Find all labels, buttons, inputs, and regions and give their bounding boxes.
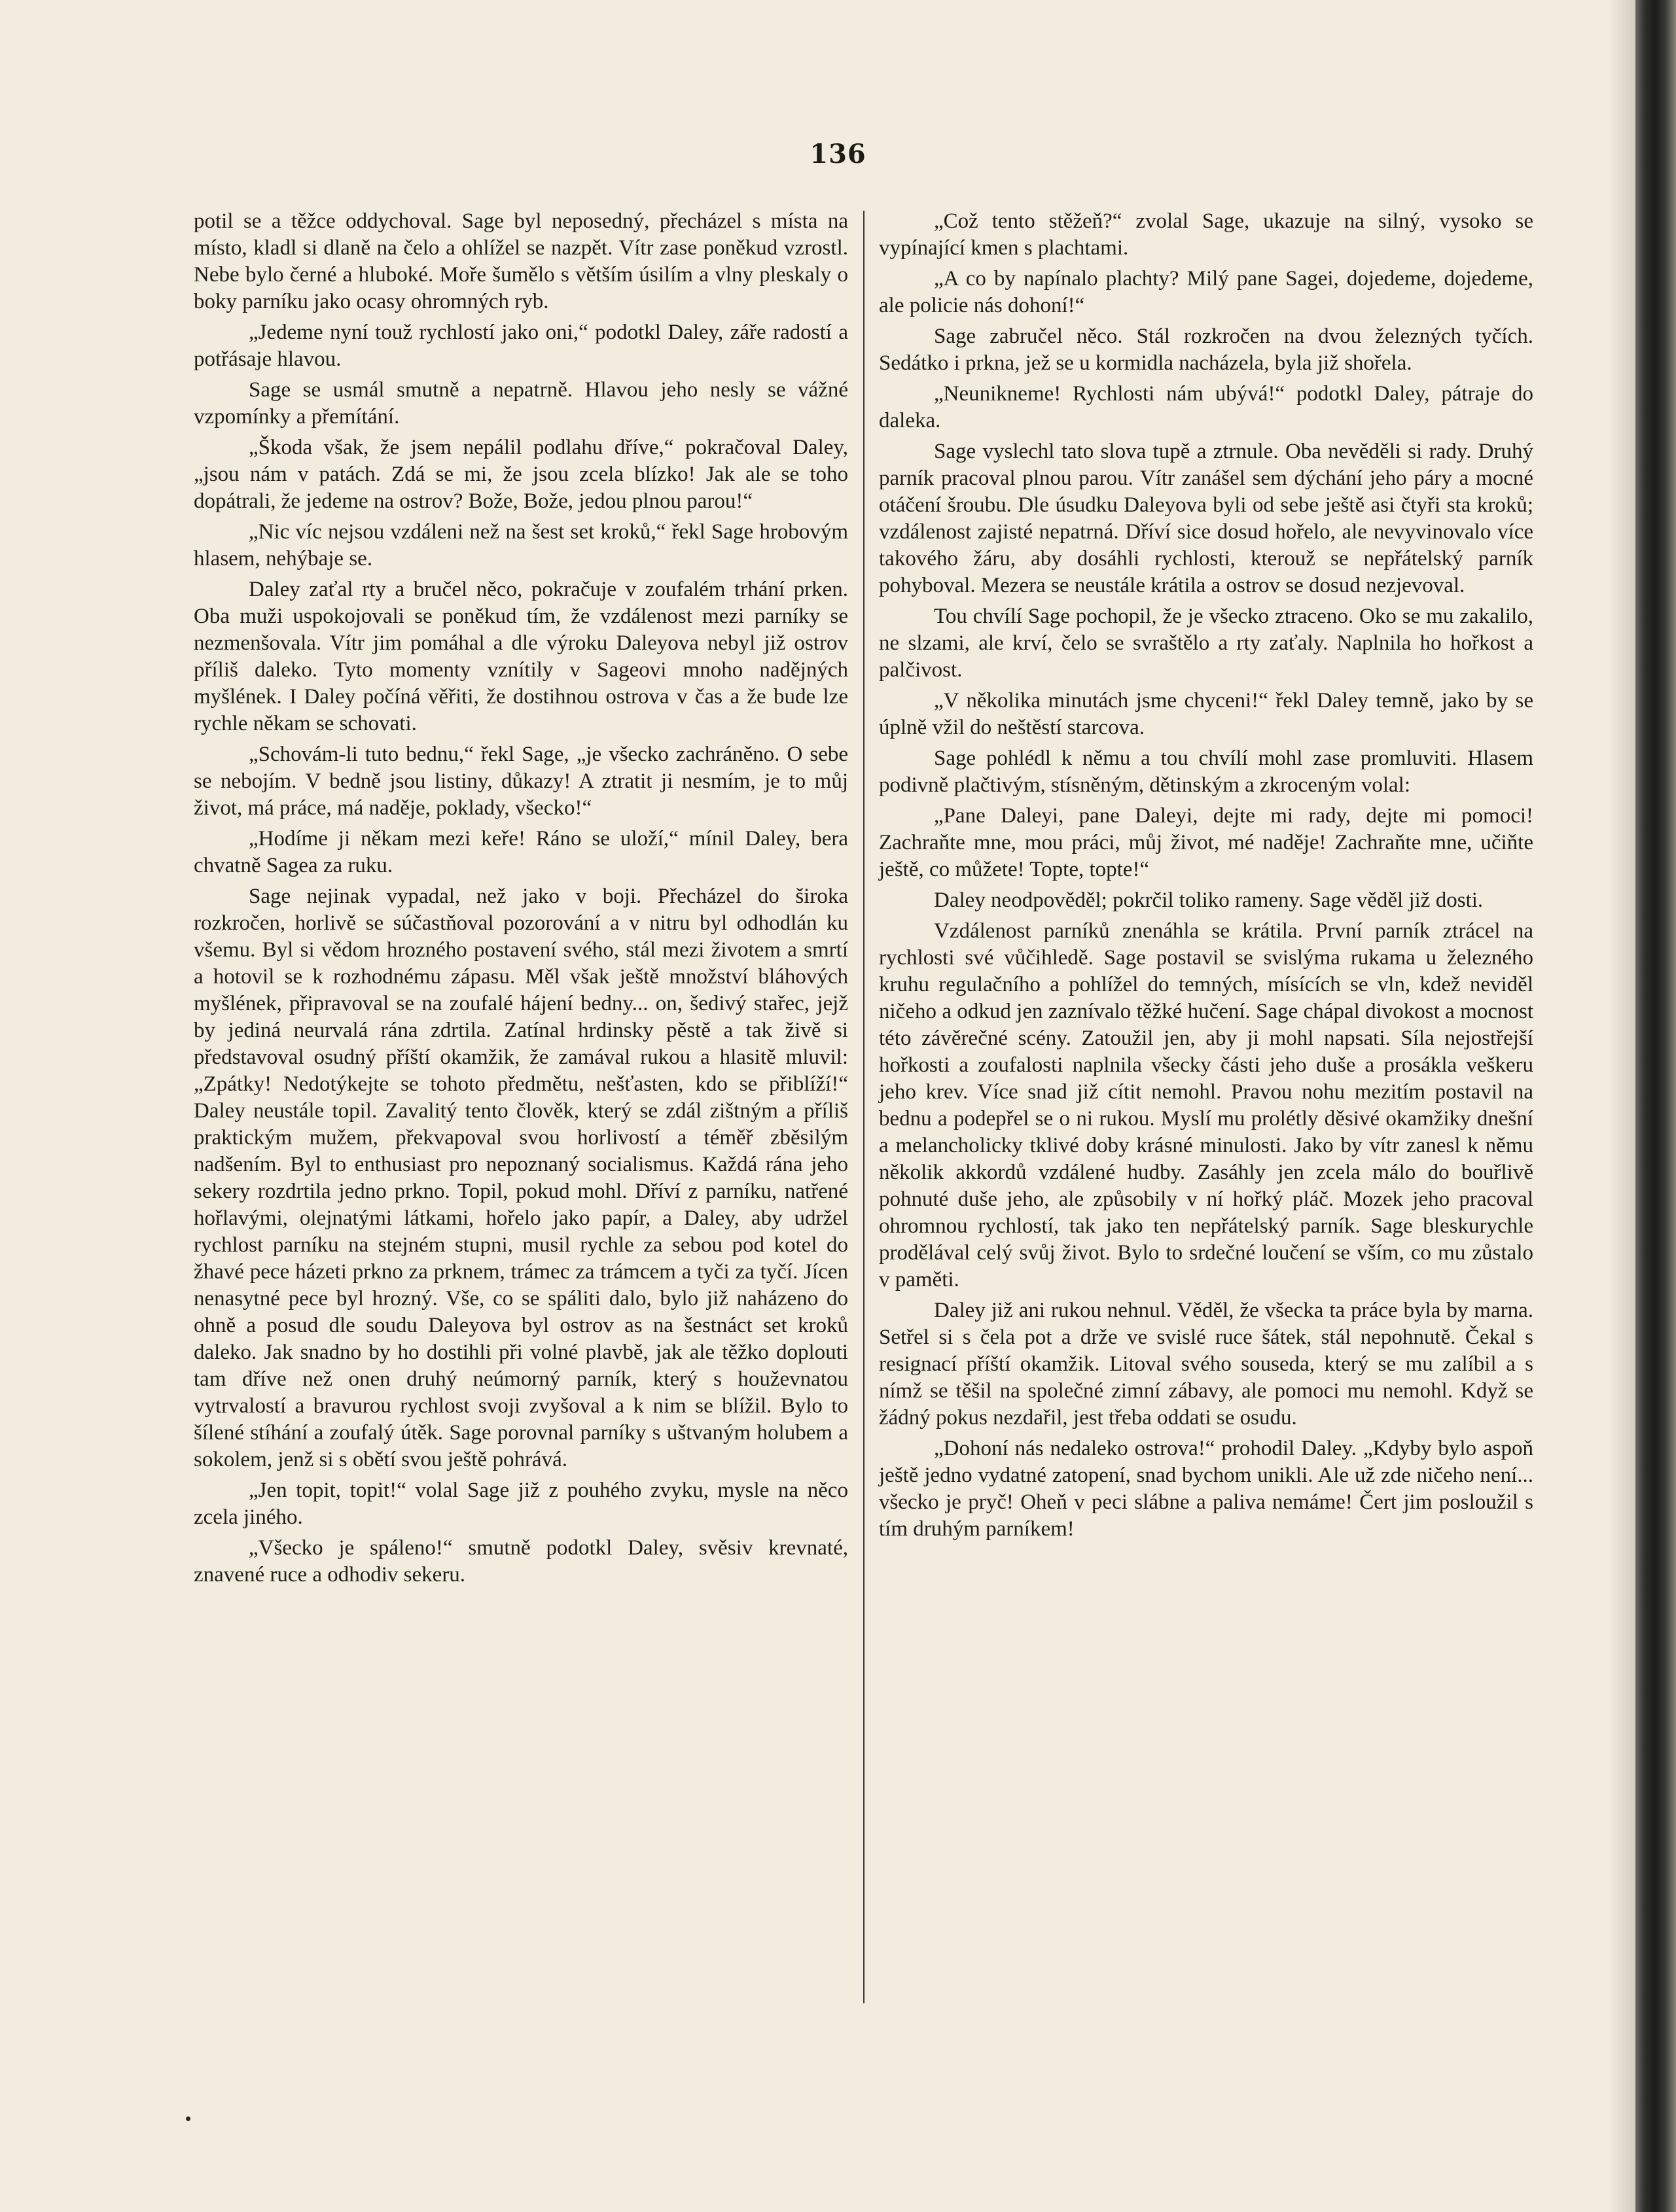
right-paragraph-1: „Což tento stěžeň?“ zvolal Sage, ukazuje na silný, vysoko se vypínající kmen s plachtami. [879,209,1533,260]
left-column [194,208,848,1592]
right-paragraph-9: „Pane Daleyi, pane Daleyi, dejte mi rady, dejte mi pomoci! Zachraňte mne, mou práci, můj život, mé naděje! Zachraňte mne, učiňte ještě, co můžete! Topte, topte!“ [879,804,1533,881]
left-paragraph-10: „Jen topit, topit!“ volal Sage již z pouhého zvyku, mysle na něco zcela jiného. [194,1479,848,1529]
left-paragraph-4: „Škoda však, že jsem nepálil podlahu dříve,“ pokračoval Daley, „jsou nám v patách. Zdá se mi, že jsou zcela blízko! Jak ale se toho dopátrali, že jedeme na ostrov? Bože, Bože, jedou plnou parou!“ [194,436,848,513]
right-paragraph-2: „A co by napínalo plachty? Milý pane Sagei, dojedeme, dojedeme, ale policie nás dohoní!“ [879,267,1533,317]
right-paragraph-11: Vzdálenost parníků znenáhla se krátila. První parník ztrácel na rychlosti své vůčihledě. Sage postavil se svislýma rukama u železného kruhu regulačního a pohlížel do temných, mísících se vln, kdež neviděl ničeho a odkud jen zaznívalo těžké hučení. Sage chápal divokost a mocnost této závěrečné scény. Zatoužil jen, aby ji mohl napsati. Síla nejostřejší hořkosti a zoufalosti naplnila všecky části jeho duše a prosákla veškeru jeho krev. Více snad již cítit nemohl. Pravou nohu mezitím postavil na bednu a podepřel se o ni rukou. Myslí mu prolétly děsivé okamžiky dnešní a melancholicky tklivé doby krásné minulosti. Jako by vítr zanesl k němu několik akkordů vzdálené hudby. Zasáhly jen zcela málo do bouřlivě pohnuté duše jeho, ale způsobily v ní hořký pláč. Mozek jeho pracoval ohromnou rychlostí, tak jako ten nepřátelský parník. Sage bleskurychle prodělával celý svůj život. Bylo to srdečné loučení se vším, co mu zůstalo v paměti. [879,919,1533,1291]
left-paragraph-2: „Jedeme nyní touž rychlostí jako oni,“ podotkl Daley, záře radostí a potřásaje hlavou. [194,321,848,371]
left-paragraph-6: Daley zaťal rty a bručel něco, pokračuje v zoufalém trhání prken. Oba muži uspokojovali se poněkud tím, že vzdálenost mezi parníky se nezmenšovala. Vítr jim pomáhal a dle výroku Daleyova nebyl již ostrov příliš daleko. Tyto momenty vznítily v Sageovi mnoho nadějných myšlének. I Daley počíná věřiti, že dostihnou ostrova v čas a že bude lze rychle někam se schovati. [194,578,848,735]
left-paragraph-5: „Nic víc nejsou vzdáleni než na šest set kroků,“ řekl Sage hrobovým hlasem, nehýbaje se. [194,520,848,571]
right-paragraph-4: „Neunikneme! Rychlosti nám ubývá!“ podotkl Daley, pátraje do daleka. [879,382,1533,432]
ink-speck [186,2116,190,2121]
left-paragraph-3: Sage se usmál smutně a nepatrně. Hlavou jeho nesly se vážné vzpomínky a přemítání. [194,378,848,429]
right-paragraph-12: Daley již ani rukou nehnul. Věděl, že všecka ta práce byla by marna. Setřel si s čela pot a drže ve svislé ruce šátek, stál nepohnutě. Čekal s resignací příští okamžik. Litoval svého souseda, který se mu zalíbil a s nímž se těšil na společné zimní zábavy, ale pomoci mu nemohl. Když se žádný pokus nezdařil, jest třeba oddati se osudu. [879,1299,1533,1430]
left-paragraph-7: „Schovám-li tuto bednu,“ řekl Sage, „je všecko zachráněno. O sebe se nebojím. V bedně jsou listiny, důkazy! A ztratit ji nesmím, je to můj život, má práce, má naděje, poklady, všecko!“ [194,743,848,820]
column-divider [863,211,865,2003]
right-paragraph-6: Tou chvílí Sage pochopil, že je všecko ztraceno. Oko se mu zakalilo, ne slzami, ale krví, čelo se svraštělo a rty zaťaly. Naplnila ho hořkost a palčivost. [879,605,1533,682]
right-paragraph-13: „Dohoní nás nedaleko ostrova!“ prohodil Daley. „Kdyby bylo aspoň ještě jedno vydatné zatopení, snad bychom unikli. Ale už zde ničeho není... všecko je pryč! Oheň v peci slábne a paliva nemáme! Čert jim posloužil s tím druhým parníkem! [879,1437,1533,1541]
right-paragraph-3: Sage zabručel něco. Stál rozkročen na dvou železných tyčích. Sedátko i prkna, jež se u kormidla nacházela, byla již shořela. [879,325,1533,375]
left-paragraph-9: Sage nejinak vypadal, než jako v boji. Přecházel do široka rozkročen, horlivě se súčastňoval pozorování a v nitru byl odhodlán ku všemu. Byl si vědom hrozného postavení svého, stál mezi životem a smrtí a hotovil se k rozhodnému zápasu. Měl však ještě množství bláhových myšlének, připravoval se na zoufalé hájení bedny... on, šedivý stařec, jejž by jediná neurvalá rána zdrtila. Zatínal hrdinsky pěstě a tak živě si představoval osudný příští okamžik, že zamával rukou a hlasitě mluvil: „Zpátky! Nedotýkejte se tohoto předmětu, nešťasten, kdo se přiblíží!“ Daley neustále topil. Zavalitý tento člověk, který se zdál zištným a příliš praktickým mužem, překvapoval svou horlivostí a téměř zběsilým nadšením. Byl to enthusiast pro nepoznaný socialismus. Každá rána jeho sekery rozdrtila jedno prkno. Topil, pokud mohl. Dříví z parníku, natřené hořlavými, olejnatými látkami, hořelo jako papír, a Daley, aby udržel rychlost parníku na stejném stupni, musil rychle za sebou pod kotel do žhavé pece házeti prkno za prknem, trámec za trámcem a tyči za tyčí. Jícen nenasytné pece byl hrozný. Vše, co se spáliti dalo, bylo již naházeno do ohně a posud dle soudu Daleyova byl ostrov as na šestnáct set kroků daleko. Jak snadno by ho dostihli při volné plavbě, jak ale těžko doplouti tam dříve než onen druhý neúmorný parník, který s houževnatou vytrvalostí a bravurou rychlost svoji zvyšoval a k nim se blížil. Bylo to šílené stíhání a zoufalý útěk. Sage porovnal parníky s uštvaným holubem a sokolem, jenž si s obětí svou ještě pohrává. [194,885,848,1471]
left-paragraph-8: „Hodíme ji někam mezi keře! Ráno se uloží,“ mínil Daley, bera chvatně Sagea za ruku. [194,827,848,877]
right-paragraph-5: Sage vyslechl tato slova tupě a ztrnule. Oba nevěděli si rady. Druhý parník pracoval plnou parou. Vítr zanášel sem dýchání jeho páry a mocné otáčení šroubu. Dle úsudku Daleyova byli od sebe ještě asi čtyři sta kroků; vzdálenost zajisté nepatrná. Dříví sice dosud hořelo, ale nevyvinovalo více takového žáru, aby dosáhli rychlosti, kterouž se nepřátelský parník pohyboval. Mezera se neustále krátila a ostrov se dosud nezjevoval. [879,440,1533,597]
left-paragraph-1: potil se a těžce oddychoval. Sage byl neposedný, přecházel s místa na místo, kladl si dlaně na čelo a ohlížel se nazpět. Vítr zase poněkud vzrostl. Nebe bylo černé a hluboké. Moře šumělo s větším úsilím a vlny pleskaly o boky parníku jako ocasy ohromných ryb. [194,209,848,313]
right-paragraph-8: Sage pohlédl k němu a tou chvílí mohl zase promluviti. Hlasem podivně plačtivým, stísněným, dětinským a zkroceným volal: [879,746,1533,797]
left-paragraph-11: „Všecko je spáleno!“ smutně podotkl Daley, svěsiv krevnaté, znavené ruce a odhodiv sekeru. [194,1536,848,1587]
book-binding [1635,0,1676,2212]
right-column [879,208,1533,1547]
right-paragraph-10: Daley neodpověděl; pokrčil toliko rameny. Sage věděl již dosti. [934,888,1484,912]
page-edge-shadow [1609,0,1635,2212]
right-paragraph-7: „V několika minutách jsme chyceni!“ řekl Daley temně, jako by se úplně vžil do neštěstí starcova. [879,689,1533,739]
page-number: 136 [810,139,866,169]
